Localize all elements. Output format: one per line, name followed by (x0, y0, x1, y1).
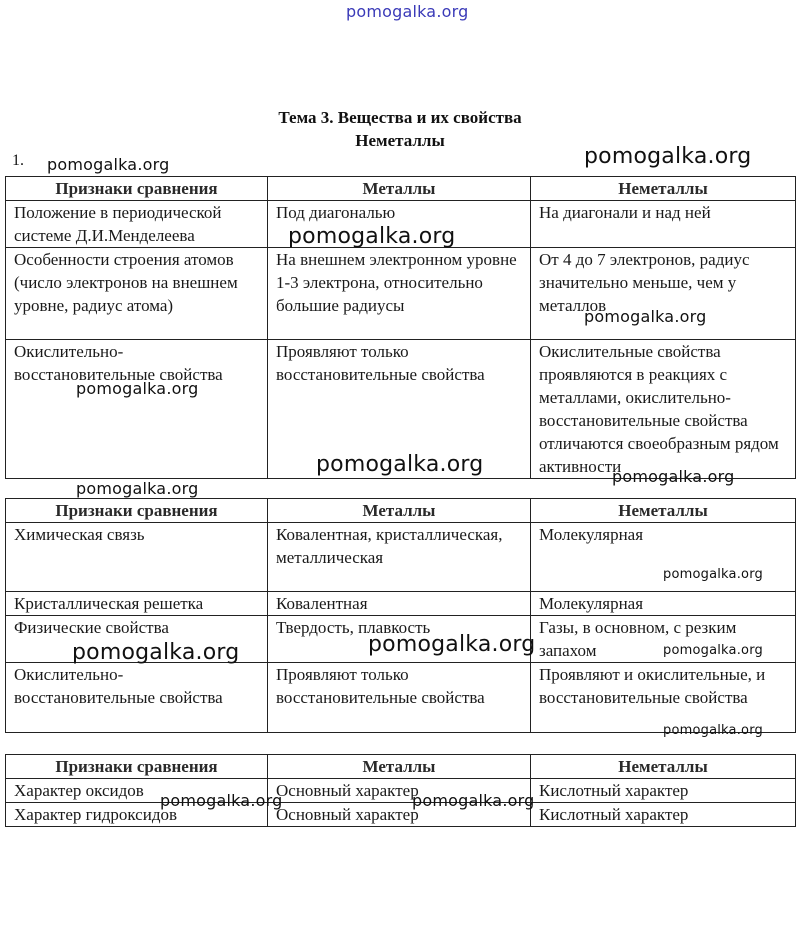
page-title: Тема 3. Вещества и их свойства (278, 108, 522, 127)
table-cell: Проявляют только восстановительные свойства (268, 663, 531, 733)
table-header-row (6, 499, 796, 523)
table-header-row (6, 755, 796, 779)
table-cell: Положение в периодической системе Д.И.Менделеева (6, 201, 268, 248)
table-header-cell: Признаки сравнения (6, 499, 268, 523)
table-cell: Кислотный характер (531, 803, 796, 827)
table-cell: Ковалентная, кристаллическая, металлическая (268, 523, 531, 592)
watermark: pomogalka.org (663, 643, 763, 658)
table-cell: Особенности строения атомов (число электронов на внешнем уровне, радиус атома) (6, 248, 268, 340)
table-cell: Химическая связь (6, 523, 268, 592)
comparison-table-2 (5, 498, 796, 733)
watermark: pomogalka.org (47, 155, 170, 174)
table-cell: На диагонали и над ней (531, 201, 796, 248)
watermark: pomogalka.org (72, 640, 240, 665)
watermark: pomogalka.org (316, 452, 484, 477)
table-header-cell: Неметаллы (531, 499, 796, 523)
watermark: pomogalka.org (584, 144, 752, 169)
watermark: pomogalka.org (160, 791, 283, 810)
table-cell: Окислительно-восстановительные свойства (6, 340, 268, 479)
table-header-cell: Металлы (268, 177, 531, 201)
watermark: pomogalka.org (663, 723, 763, 738)
watermark: pomogalka.org (412, 791, 535, 810)
table-header-cell: Признаки сравнения (6, 177, 268, 201)
top-watermark-link[interactable]: pomogalka.org (346, 2, 469, 21)
table-row (6, 803, 796, 827)
comparison-table-1 (5, 176, 796, 479)
watermark: pomogalka.org (368, 632, 536, 657)
watermark: pomogalka.org (612, 467, 735, 486)
table-cell: Газы, в основном, с резким запахом (531, 616, 796, 663)
table-cell: Молекулярная (531, 523, 796, 592)
table-cell: Характер гидроксидов (6, 803, 268, 827)
table-header-row (6, 177, 796, 201)
watermark: pomogalka.org (76, 379, 199, 398)
table-cell: Проявляют и окислительные, и восстановительные свойства (531, 663, 796, 733)
table-cell: Под диагональю (268, 201, 531, 248)
table-cell: Кислотный характер (531, 779, 796, 803)
table-cell: Основный характер (268, 803, 531, 827)
table-cell: Физические свойства (6, 616, 268, 663)
table-header-cell: Неметаллы (531, 755, 796, 779)
table-cell: На внешнем электронном уровне 1-3 электрона, относительно большие радиусы (268, 248, 531, 340)
table-cell: От 4 до 7 электронов, радиус значительно меньше, чем у металлов (531, 248, 796, 340)
item-number: 1. (12, 152, 24, 169)
table-row (6, 592, 796, 616)
table-cell: Проявляют только восстановительные свойства (268, 340, 531, 479)
watermark: pomogalka.org (76, 479, 199, 498)
table-header-cell: Металлы (268, 499, 531, 523)
watermark: pomogalka.org (663, 567, 763, 582)
page-subtitle: Неметаллы (355, 131, 445, 150)
table-header-cell: Неметаллы (531, 177, 796, 201)
table-cell: Характер оксидов (6, 779, 268, 803)
table-header-cell: Признаки сравнения (6, 755, 268, 779)
table-cell: Основный характер (268, 779, 531, 803)
table-row (6, 663, 796, 733)
watermark: pomogalka.org (288, 224, 456, 249)
table-cell: Окислительные свойства проявляются в реакциях с металлами, окислительно-восстановительные свойства отличаются своеобразным рядом активности (531, 340, 796, 479)
table-cell: Окислительно-восстановительные свойства (6, 663, 268, 733)
watermark: pomogalka.org (584, 307, 707, 326)
table-cell: Ковалентная (268, 592, 531, 616)
table-cell: Молекулярная (531, 592, 796, 616)
comparison-table-3 (5, 754, 796, 827)
table-row (6, 779, 796, 803)
table-header-cell: Металлы (268, 755, 531, 779)
table-cell: Твердость, плавкость (268, 616, 531, 663)
table-cell: Кристаллическая решетка (6, 592, 268, 616)
